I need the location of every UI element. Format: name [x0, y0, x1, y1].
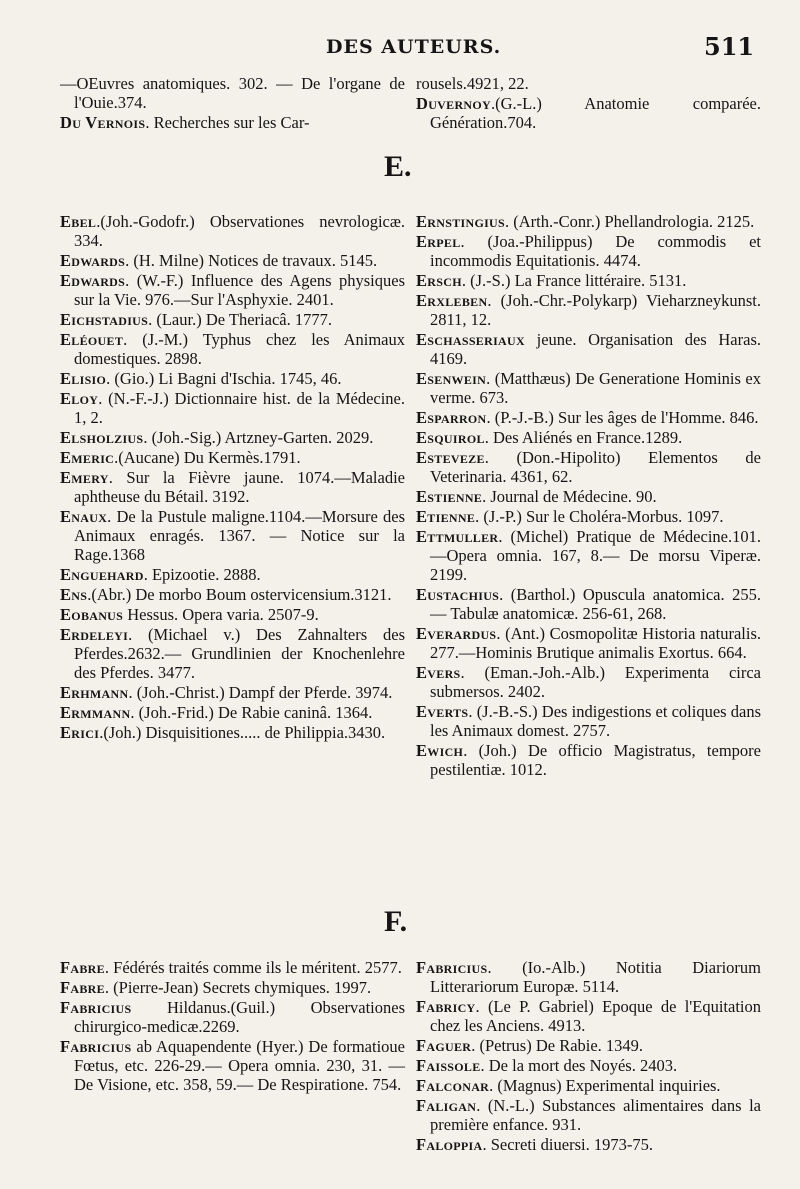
index-entry: Esenwein. (Matthæus) De Generatione Hominis ex verme. 673. [416, 369, 761, 407]
index-entry: Falconar. (Magnus) Experimental inquiries. [416, 1076, 721, 1095]
index-entry: Erici.(Joh.) Disquisitiones..... de Philippia.3430. [60, 723, 386, 742]
index-entry: Erpel. (Joa.-Philippus) De commodis et incommodis Equitationis. 4474. [416, 232, 761, 270]
index-entry: Everardus. (Ant.) Cosmopolitæ Historia naturalis. 277.—Hominis Brutique animalis Exortus. 664. [416, 624, 761, 662]
index-entry: Ettmuller. (Michel) Pratique de Médecine.101.—Opera omnia. 167, 8.— De morsu Viperæ. 2199. [416, 527, 761, 584]
section-e-right-column [416, 212, 761, 780]
index-entry: Elsholzius. (Joh.-Sig.) Artzney-Garten. 2029. [60, 428, 374, 447]
index-entry: Faligan. (N.-L.) Substances alimentaires dans la première enfance. 931. [416, 1096, 761, 1134]
index-entry: Ermmann. (Joh.-Frid.) De Rabie caninâ. 1364. [60, 703, 373, 722]
index-entry: Enguehard. Epizootie. 2888. [60, 565, 261, 584]
top-right-column [416, 74, 761, 133]
index-entry: Faloppia. Secreti diuersi. 1973-75. [416, 1135, 653, 1154]
index-entry: Fabricius Hildanus.(Guil.) Observationes chirurgico-medicæ.2269. [60, 998, 405, 1036]
index-entry: rousels.4921, 22. [416, 74, 529, 93]
index-entry: Fabricius ab Aquapendente (Hyer.) De formatioue Fœtus, etc. 226-29.— Opera omnia. 230, 31. — De Visione, etc. 358, 59.— De Respiratione. 754. [60, 1037, 405, 1094]
index-entry: Eustachius. (Barthol.) Opuscula anatomica. 255. — Tabulæ anatomicæ. 256-61, 268. [416, 585, 761, 623]
page-header [0, 32, 800, 66]
index-entry: Eléouet. (J.-M.) Typhus chez les Animaux domestiques. 2898. [60, 330, 405, 368]
index-entry: Emeric.(Aucane) Du Kermès.1791. [60, 448, 301, 467]
index-entry: Du Vernois. Recherches sur les Car- [60, 113, 310, 132]
index-entry: Everts. (J.-B.-S.) Des indigestions et coliques dans les Animaux domest. 2757. [416, 702, 761, 740]
index-entry: Esteveze. (Don.-Hipolito) Elementos de Veterinaria. 4361, 62. [416, 448, 761, 486]
index-entry: Erxleben. (Joh.-Chr.-Polykarp) Vieharzneykunst. 2811, 12. [416, 291, 761, 329]
index-entry: Fabricy. (Le P. Gabriel) Epoque de l'Equitation chez les Anciens. 4913. [416, 997, 761, 1035]
index-entry: Fabre. (Pierre-Jean) Secrets chymiques. 1997. [60, 978, 372, 997]
index-entry: Esparron. (P.-J.-B.) Sur les âges de l'Homme. 846. [416, 408, 759, 427]
index-entry: Ernstingius. (Arth.-Conr.) Phellandrologia. 2125. [416, 212, 755, 231]
section-letter-f: F. [384, 905, 408, 938]
index-entry: Faguer. (Petrus) De Rabie. 1349. [416, 1036, 644, 1055]
section-e-left-column [60, 212, 405, 743]
index-entry: Duvernoy.(G.-L.) Anatomie comparée. Génération.704. [416, 94, 761, 132]
index-entry: Erhmann. (Joh.-Christ.) Dampf der Pferde. 3974. [60, 683, 393, 702]
index-entry: Eloy. (N.-F.-J.) Dictionnaire hist. de la Médecine. 1, 2. [60, 389, 405, 427]
index-entry: Elisio. (Gio.) Li Bagni d'Ischia. 1745, 46. [60, 369, 342, 388]
index-entry: Ens.(Abr.) De morbo Boum ostervicensium.3121. [60, 585, 392, 604]
index-entry: Estienne. Journal de Médecine. 90. [416, 487, 657, 506]
index-entry: Fabricius. (Io.-Alb.) Notitia Diariorum Litterariorum Europæ. 5114. [416, 958, 761, 996]
index-entry: Ewich. (Joh.) De officio Magistratus, tempore pestilentiæ. 1012. [416, 741, 761, 779]
index-entry: Ebel.(Joh.-Godofr.) Observationes nevrologicæ. 334. [60, 212, 405, 250]
index-entry: Fabre. Fédérés traités comme ils le méritent. 2577. [60, 958, 402, 977]
index-entry: Eichstadius. (Laur.) De Theriacâ. 1777. [60, 310, 332, 329]
index-entry: Faissole. De la mort des Noyés. 2403. [416, 1056, 678, 1075]
index-entry: Esquirol. Des Aliénés en France.1289. [416, 428, 683, 447]
index-entry: —OEuvres anatomiques. 302. — De l'organe de l'Ouie.374. [60, 74, 405, 112]
section-letter-e: E. [384, 150, 412, 183]
index-entry: Evers. (Eman.-Joh.-Alb.) Experimenta circa submersos. 2402. [416, 663, 761, 701]
top-left-column [60, 74, 405, 133]
section-f-right-column [416, 958, 761, 1155]
index-entry: Etienne. (J.-P.) Sur le Choléra-Morbus. 1097. [416, 507, 724, 526]
index-entry: Edwards. (H. Milne) Notices de travaux. 5145. [60, 251, 378, 270]
page-number: 511 [704, 32, 755, 61]
index-entry: Emery. Sur la Fièvre jaune. 1074.—Maladie aphtheuse du Bétail. 3192. [60, 468, 405, 506]
index-entry: Erdeleyi. (Michael v.) Des Zahnalters des Pferdes.2632.— Grundlinien der Knochenlehre des Pferdes. 3477. [60, 625, 405, 682]
index-entry: Enaux. De la Pustule maligne.1104.—Morsure des Animaux enragés. 1367. — Notice sur la Rage.1368 [60, 507, 405, 564]
index-entry: Eobanus Hessus. Opera varia. 2507-9. [60, 605, 319, 624]
index-entry: Eschasseriaux jeune. Organisation des Haras. 4169. [416, 330, 761, 368]
index-entry: Ersch. (J.-S.) La France littéraire. 5131. [416, 271, 687, 290]
running-title: DES AUTEURS. [326, 36, 502, 58]
section-f-left-column [60, 958, 405, 1095]
index-entry: Edwards. (W.-F.) Influence des Agens physiques sur la Vie. 976.—Sur l'Asphyxie. 2401. [60, 271, 405, 309]
